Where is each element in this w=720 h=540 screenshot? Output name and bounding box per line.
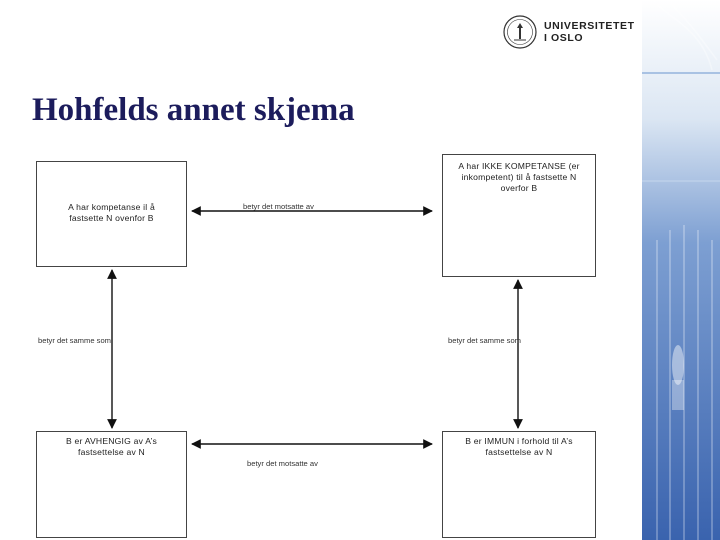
box-text-line: B er AVHENGIG av A’s <box>66 436 157 446</box>
box-text-line: fastsettelse av N <box>78 447 145 457</box>
relation-label-right: betyr det samme som <box>448 336 522 345</box>
box-bottom-left-text <box>37 436 186 458</box>
box-top-left <box>36 161 187 267</box>
logo-line-1: UNIVERSITETET <box>544 20 635 32</box>
box-bottom-left <box>36 431 187 538</box>
box-text-line: B er IMMUN i forhold til A’s <box>465 436 573 446</box>
relation-label-top: betyr det motsatte av <box>243 202 314 211</box>
relation-label-left: betyr det samme som <box>38 336 112 345</box>
box-top-right <box>442 154 596 277</box>
logo-line-2: I OSLO <box>544 32 584 44</box>
box-bottom-right <box>442 431 596 538</box>
box-top-right-text <box>443 161 595 194</box>
box-text-line: overfor B <box>500 183 538 193</box>
box-top-left-text <box>37 202 186 224</box>
page-title: Hohfelds annet skjema <box>32 92 355 128</box>
box-text-line: A har kompetanse il å <box>68 202 155 212</box>
relation-label-bottom: betyr det motsatte av <box>247 459 318 468</box>
box-text-line: inkompetent) til å fastsette N <box>461 172 577 182</box>
box-text-line: A har IKKE KOMPETANSE (er <box>458 161 580 171</box>
box-bottom-right-text <box>443 436 595 458</box>
box-text-line: fastsettelse av N <box>485 447 553 457</box>
box-text-line: fastsette N ovenfor B <box>69 213 154 223</box>
